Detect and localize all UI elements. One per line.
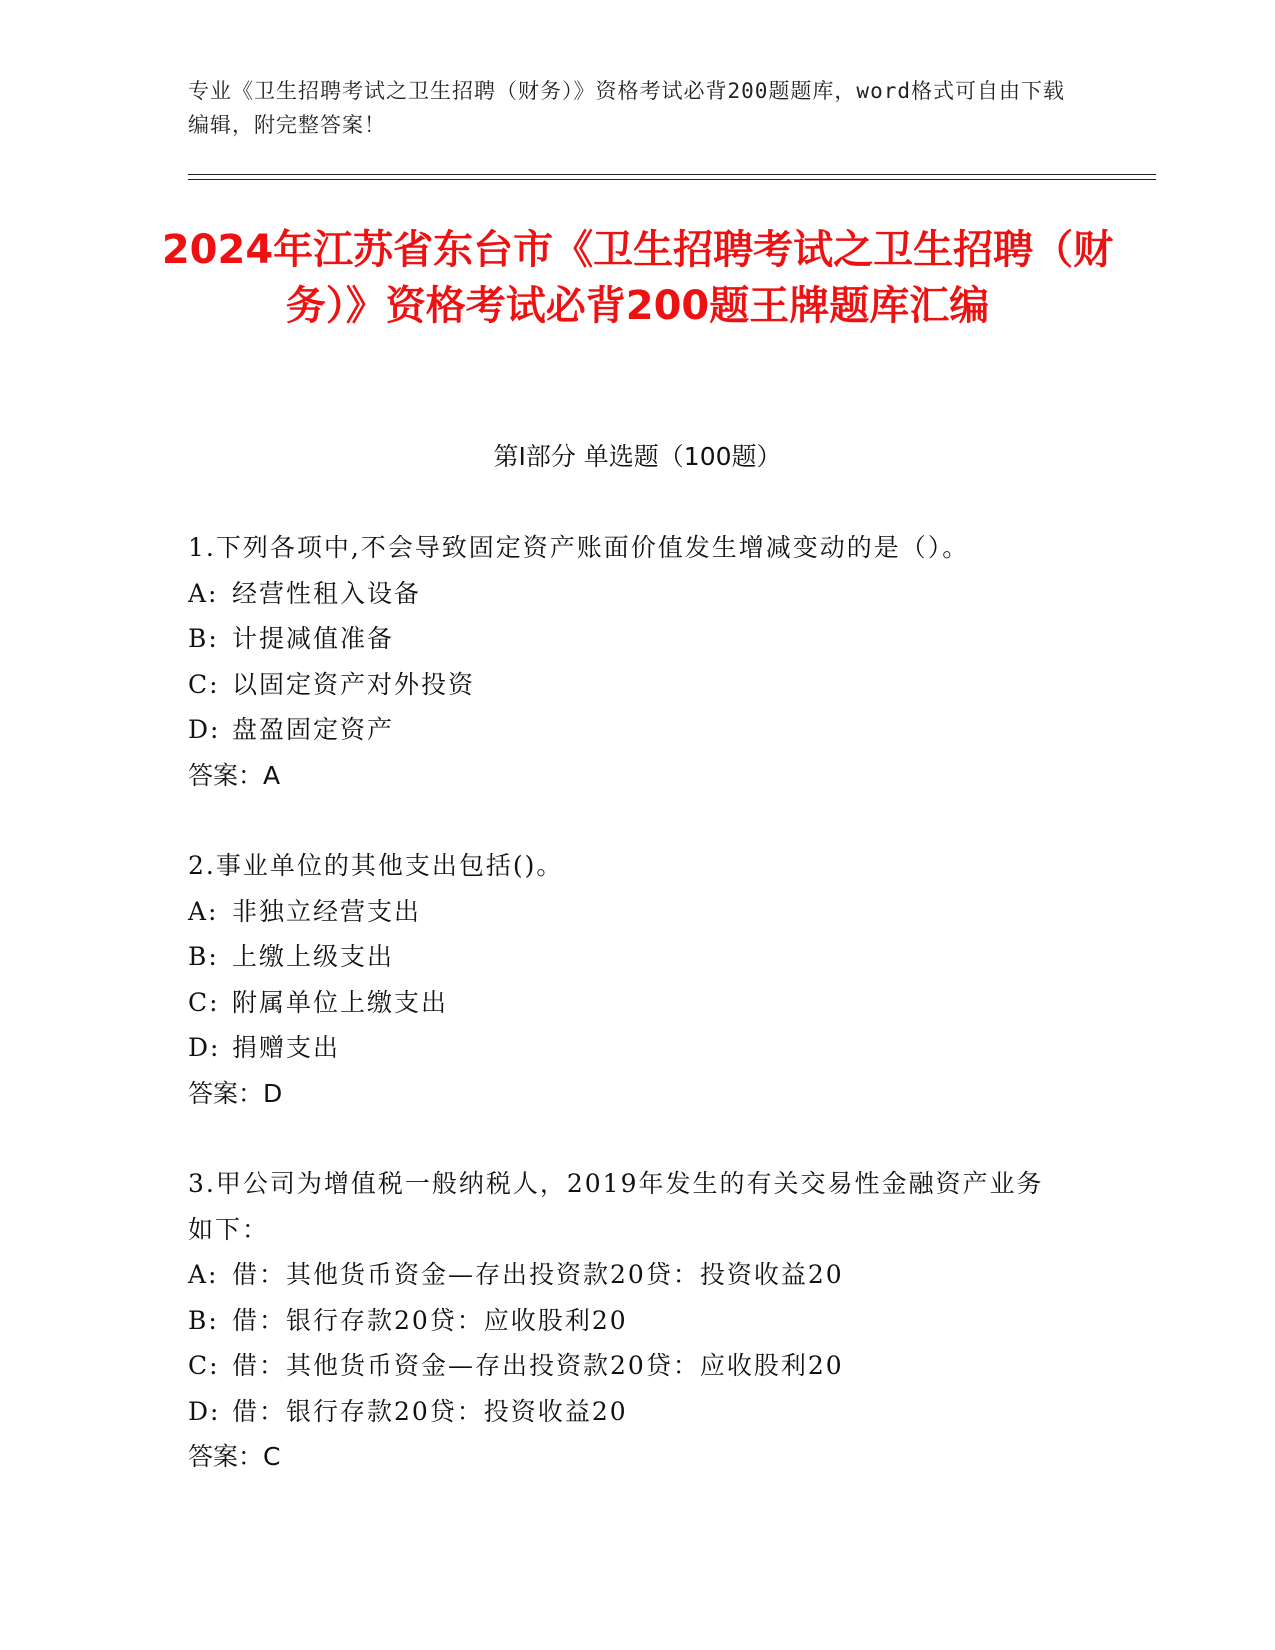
option-text: 借：银行存款20贷：应收股利20 (232, 1305, 628, 1335)
question-stem: 3.甲公司为增值税一般纳税人，2019年发生的有关交易性金融资产业务如下： (188, 1169, 1044, 1244)
option-key: D: (188, 1033, 221, 1062)
question-1 (188, 525, 1068, 798)
option-c (188, 980, 1068, 1026)
question-stem: 1.下列各项中,不会导致固定资产账面价值发生增减变动的是（）。 (188, 533, 970, 562)
option-text: 捐赠支出 (232, 1033, 341, 1062)
option-a (188, 1252, 1068, 1298)
option-key: A: (188, 578, 219, 608)
section-heading: 第Ⅰ部分 单选题（100题） (493, 442, 782, 471)
option-text: 非独立经营支出 (232, 896, 422, 926)
option-text: 借：其他货币资金—存出投资款20贷：投资收益20 (232, 1260, 844, 1289)
option-d (188, 1389, 1068, 1435)
question-3 (188, 1161, 1068, 1480)
answer-line: 答案：C (188, 1442, 281, 1471)
option-a (188, 571, 1068, 617)
document-title: 2024年江苏省东台市《卫生招聘考试之卫生招聘（财务）》资格考试必背200题王牌题库汇编 (161, 227, 1114, 329)
answer-line: 答案：A (188, 760, 281, 790)
option-b (188, 1298, 1068, 1344)
option-key: A: (188, 896, 219, 926)
header-divider-bottom (188, 179, 1156, 180)
option-a (188, 889, 1068, 935)
option-key: B: (188, 1305, 219, 1335)
option-key: B: (188, 624, 219, 653)
option-c (188, 662, 1068, 708)
option-key: D: (188, 715, 221, 744)
option-key: A: (188, 1260, 219, 1289)
option-text: 附属单位上缴支出 (232, 987, 449, 1017)
option-text: 盘盈固定资产 (232, 715, 395, 744)
option-text: 上缴上级支出 (232, 942, 395, 971)
option-key: C: (188, 669, 220, 699)
option-c (188, 1343, 1068, 1389)
option-key: D: (188, 1396, 221, 1426)
option-text: 以固定资产对外投资 (232, 669, 476, 699)
header-note: 专业《卫生招聘考试之卫生招聘（财务）》资格考试必背200题题库，word格式可自由下载编辑，附完整答案！ (188, 79, 1065, 137)
option-key: C: (188, 1351, 220, 1380)
option-d (188, 707, 1068, 753)
option-d (188, 1025, 1068, 1071)
question-stem: 2.事业单位的其他支出包括()。 (188, 851, 564, 880)
question-2 (188, 843, 1068, 1116)
option-text: 借：银行存款20贷：投资收益20 (232, 1396, 628, 1426)
option-text: 经营性租入设备 (232, 578, 422, 608)
option-text: 计提减值准备 (232, 624, 395, 653)
option-key: B: (188, 942, 219, 971)
option-text: 借：其他货币资金—存出投资款20贷：应收股利20 (232, 1351, 844, 1380)
option-key: C: (188, 987, 220, 1017)
option-b (188, 934, 1068, 980)
option-b (188, 616, 1068, 662)
header-divider-top (188, 174, 1156, 175)
answer-line: 答案：D (188, 1078, 283, 1108)
